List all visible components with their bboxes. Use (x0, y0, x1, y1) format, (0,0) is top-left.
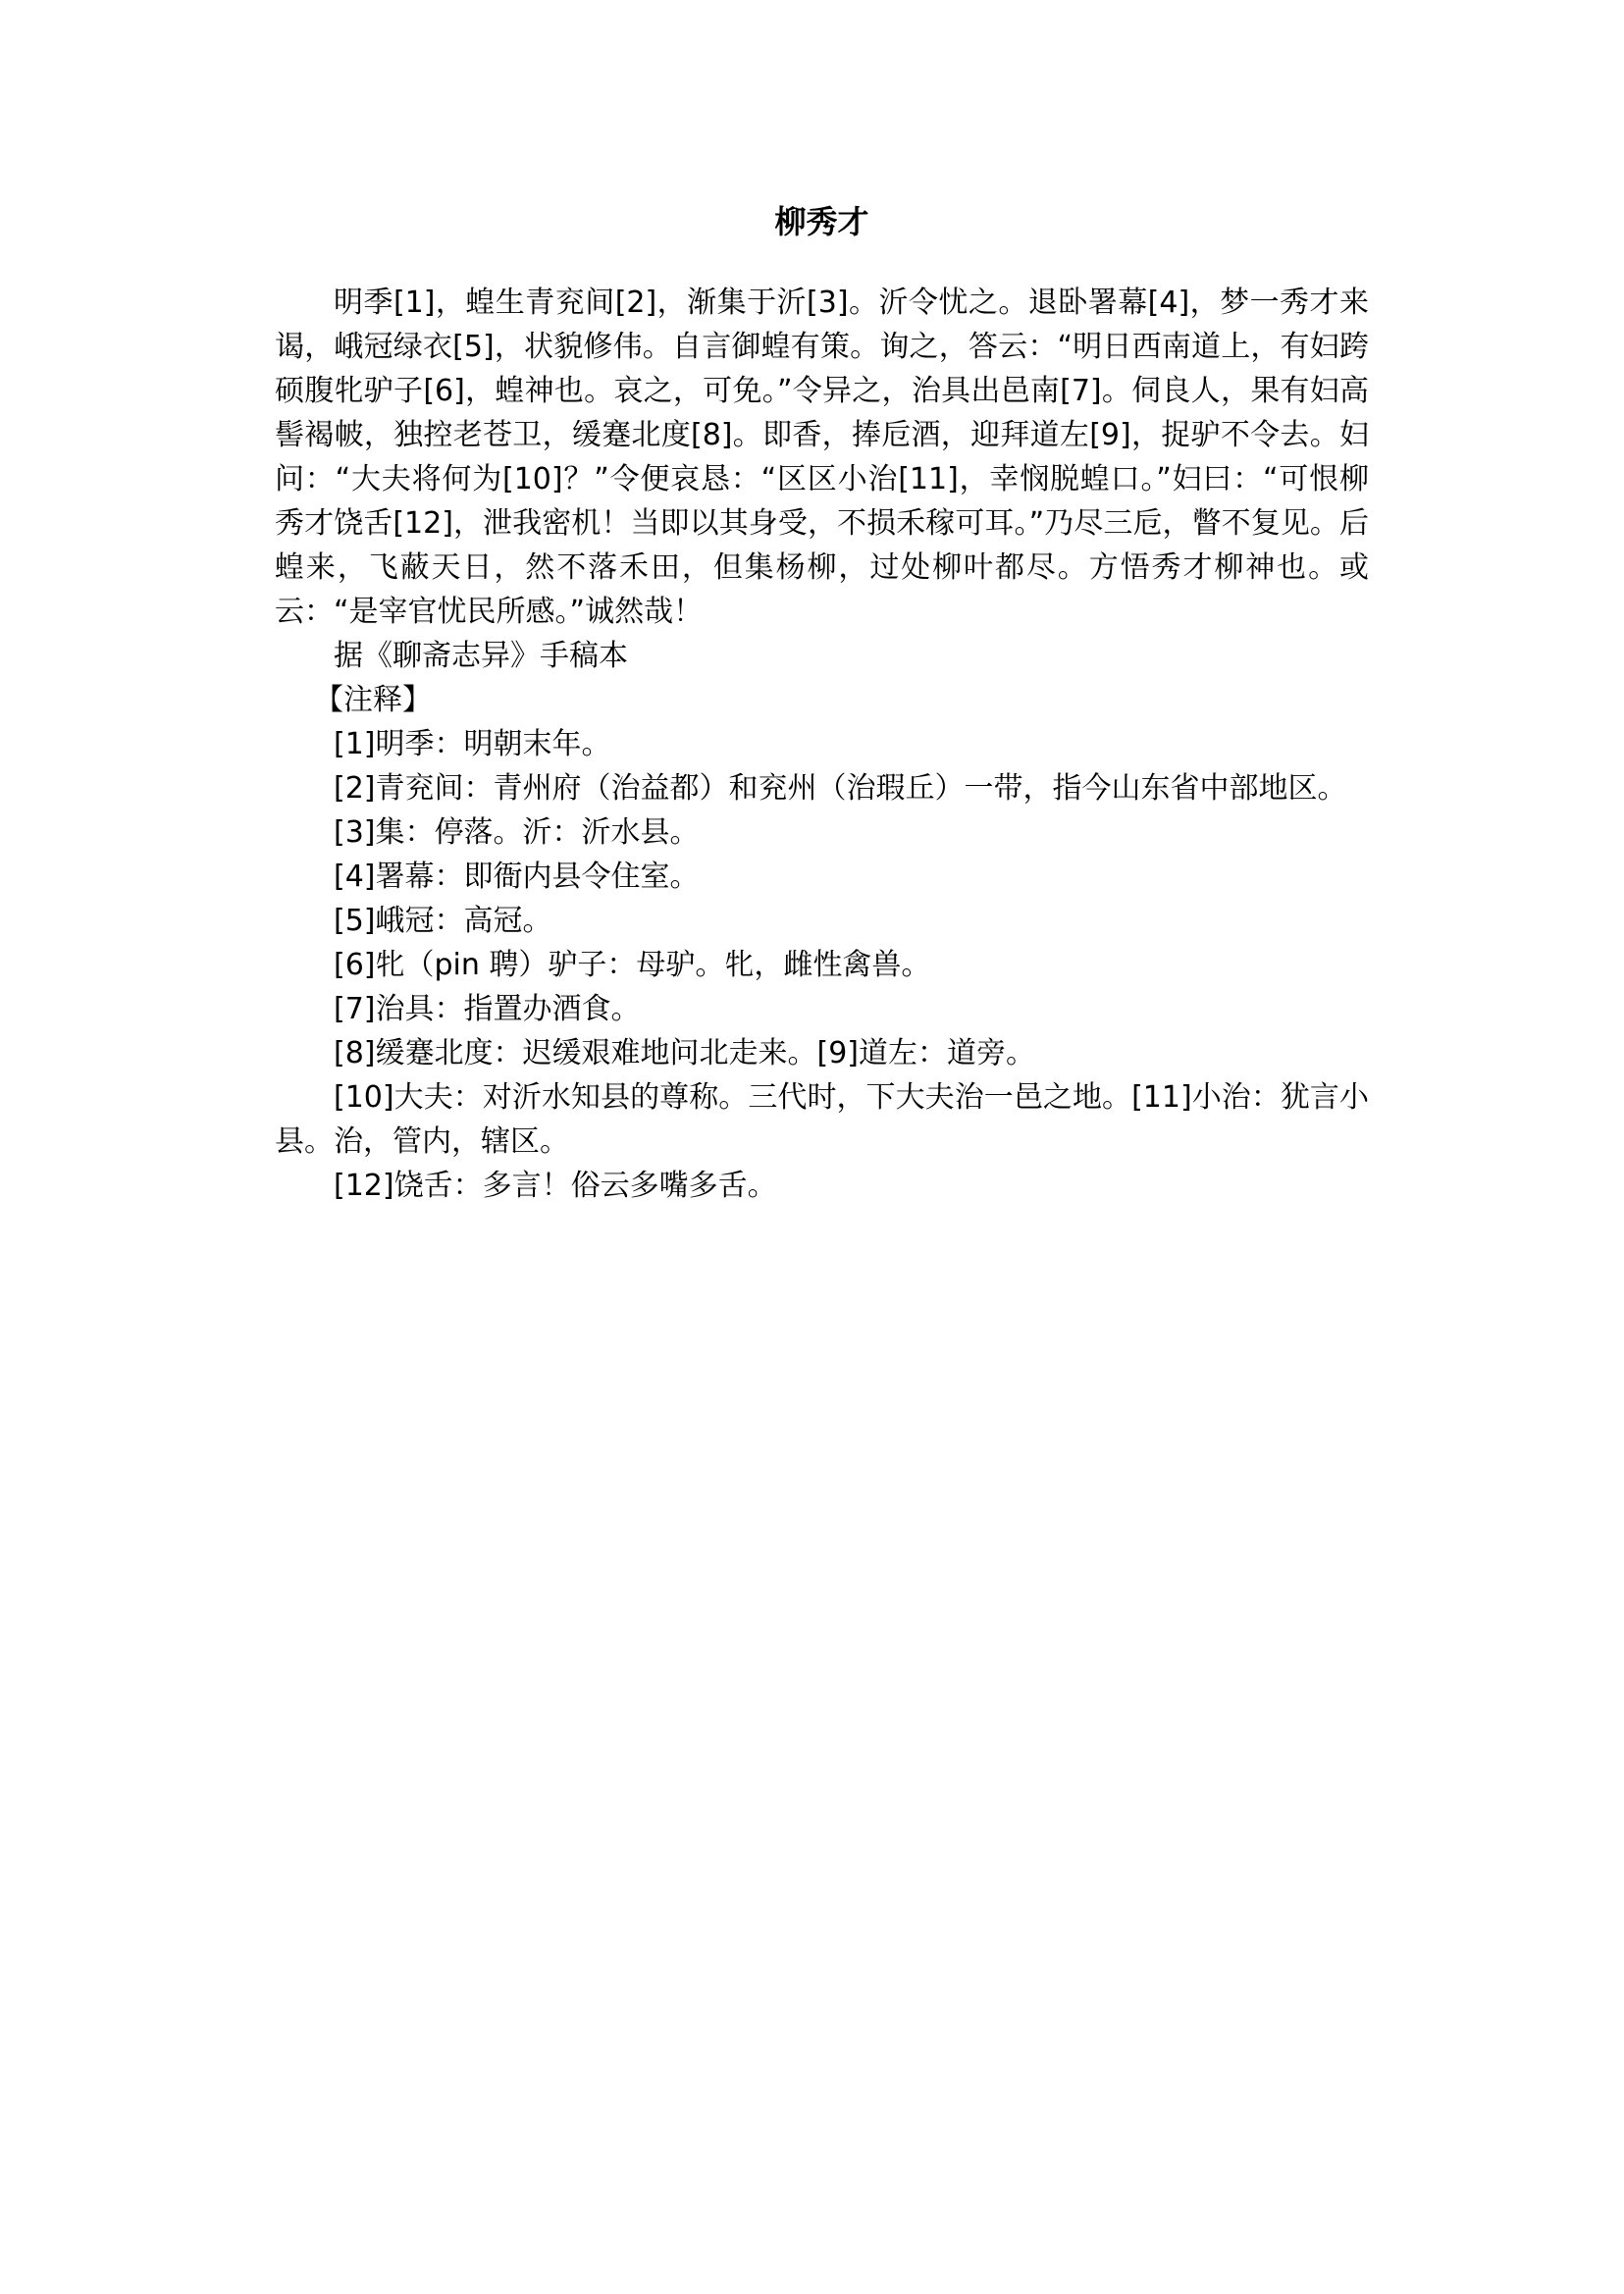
note-item-5: [5]峨冠：高冠。 (334, 904, 552, 938)
note-item-12: [12]饶舌：多言！俗云多嘴多舌。 (334, 1169, 777, 1203)
note-item-6: [6]牝（pin 聘）驴子：母驴。牝，雌性禽兽。 (334, 948, 931, 982)
story-body: 明季[1]，蝗生青兖间[2]，渐集于沂[3]。沂令忧之。退卧署幕[4]，梦一秀才来谒，峨冠绿衣[5]，状貌修伟。自言御蝗有策。询之，答云：“明日西南道上，有妇跨硕腹牝驴子[6]，蝗神也。哀之，可免。”令异之，治具出邑南[7]。伺良人，果有妇高髻褐帔，独控老苍卫，缓蹇北度[8]。即香，捧卮酒，迎拜道左[9]，捉驴不令去。妇问：“大夫将何为[10]？”令便哀恳：“区区小治[11]，幸悯脱蝗口。”妇曰：“可恨柳秀才饶舌[12]，泄我密机！当即以其身受，不损禾稼可耳。”乃尽三卮，瞥不复见。后蝗来，飞蔽天日，然不落禾田，但集杨柳，过处柳叶都尽。方悟秀才柳神也。或云：“是宰官忧民所感。”诚然哉！ (275, 286, 1369, 629)
document-page (275, 186, 1369, 1208)
source-note: 据《聊斋志异》手稿本 (334, 639, 628, 673)
document-title: 柳秀才 (774, 203, 869, 240)
note-item-3: [3]集：停落。沂：沂水县。 (334, 815, 700, 850)
note-item-2: [2]青兖间：青州府（治益都）和兖州（治瑕丘）一带，指今山东省中部地区。 (334, 771, 1347, 806)
note-item-4: [4]署幕：即衙内县令住室。 (334, 860, 700, 894)
note-item-10: [10]大夫：对沂水知县的尊称。三代时，下大夫治一邑之地。[11]小治：犹言小县。治，管内，辖区。 (275, 1080, 1369, 1159)
notes-heading: 【注释】 (314, 683, 432, 717)
note-item-7: [7]治具：指置办酒食。 (334, 992, 641, 1026)
note-item-1: [1]明季：明朝末年。 (334, 727, 611, 761)
note-item-8: [8]缓蹇北度：迟缓艰难地问北走来。[9]道左：道旁。 (334, 1036, 1035, 1070)
